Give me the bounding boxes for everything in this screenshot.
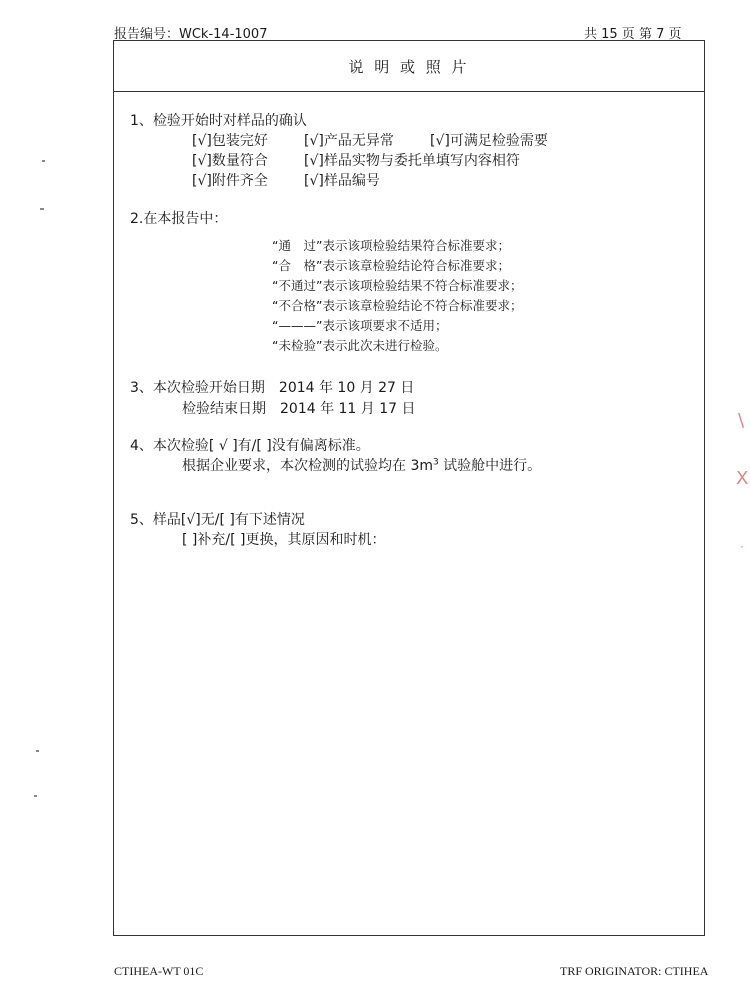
footer-form-code: CTIHEA-WT 01C: [114, 964, 204, 978]
check-sample-number: [√]样品编号: [304, 173, 380, 189]
legend-line-not-applicable: “———”表示该项要求不适用；: [272, 318, 448, 333]
check-meets-needs: [√]可满足检验需要: [430, 133, 548, 149]
check-sample-matches: [√]样品实物与委托单填写内容相符: [304, 153, 520, 169]
page-title: 说 明 或 照 片: [348, 57, 470, 76]
page-indicator: 共 15 页 第 7 页: [584, 27, 682, 42]
check-accessories: [√]附件齐全: [192, 173, 268, 189]
scan-speck: [40, 208, 44, 210]
title-row: [114, 41, 704, 92]
footer-originator: TRF ORIGINATOR: CTIHEA: [560, 964, 709, 978]
scan-speck: [34, 795, 37, 797]
chamber-superscript: 3: [433, 457, 439, 468]
section1-heading: 1、检验开始时对样品的确认: [130, 113, 307, 129]
scan-speck: [36, 750, 39, 752]
chamber-text-post: 试验舱中进行。: [438, 458, 542, 474]
check-packaging: [√]包装完好: [192, 133, 268, 149]
report-number: 报告编号：WCk-14-1007: [114, 27, 268, 42]
legend-line-fail: “不通过”表示该项检验结果不符合标准要求；: [272, 278, 523, 293]
legend-line-unqualified: “不合格”表示该章检验结论不符合标准要求；: [272, 298, 523, 313]
legend-line-not-tested: “未检验”表示此次未进行检验。: [272, 338, 448, 353]
legend-line-qualified: “合 格”表示该章检验结论符合标准要求；: [272, 258, 510, 273]
legend-line-pass: “通 过”表示该项检验结果符合标准要求；: [272, 238, 510, 253]
start-date-line: 3、本次检验开始日期 2014 年 10 月 27 日: [130, 380, 415, 396]
deviation-line: 4、本次检验[ √ ]有/[ ]没有偏离标准。: [130, 438, 370, 454]
sample-status-line: 5、样品[√]无/[ ]有下述情况: [130, 512, 305, 528]
edge-stamp-mark: ·: [740, 540, 744, 554]
edge-stamp-mark: \: [738, 410, 745, 431]
chamber-text-pre: 根据企业要求，本次检测的试验均在 3m: [182, 458, 433, 474]
check-no-abnormality: [√]产品无异常: [304, 133, 394, 149]
sample-change-line: [ ]补充/[ ]更换，其原因和时机：: [182, 532, 386, 548]
test-chamber-line: [182, 455, 541, 475]
check-quantity: [√]数量符合: [192, 153, 268, 169]
scan-speck: [42, 160, 45, 162]
section2-heading: 2.在本报告中：: [130, 211, 228, 227]
end-date-line: 检验结束日期 2014 年 11 月 17 日: [182, 401, 416, 417]
edge-stamp-mark: X: [736, 468, 749, 489]
